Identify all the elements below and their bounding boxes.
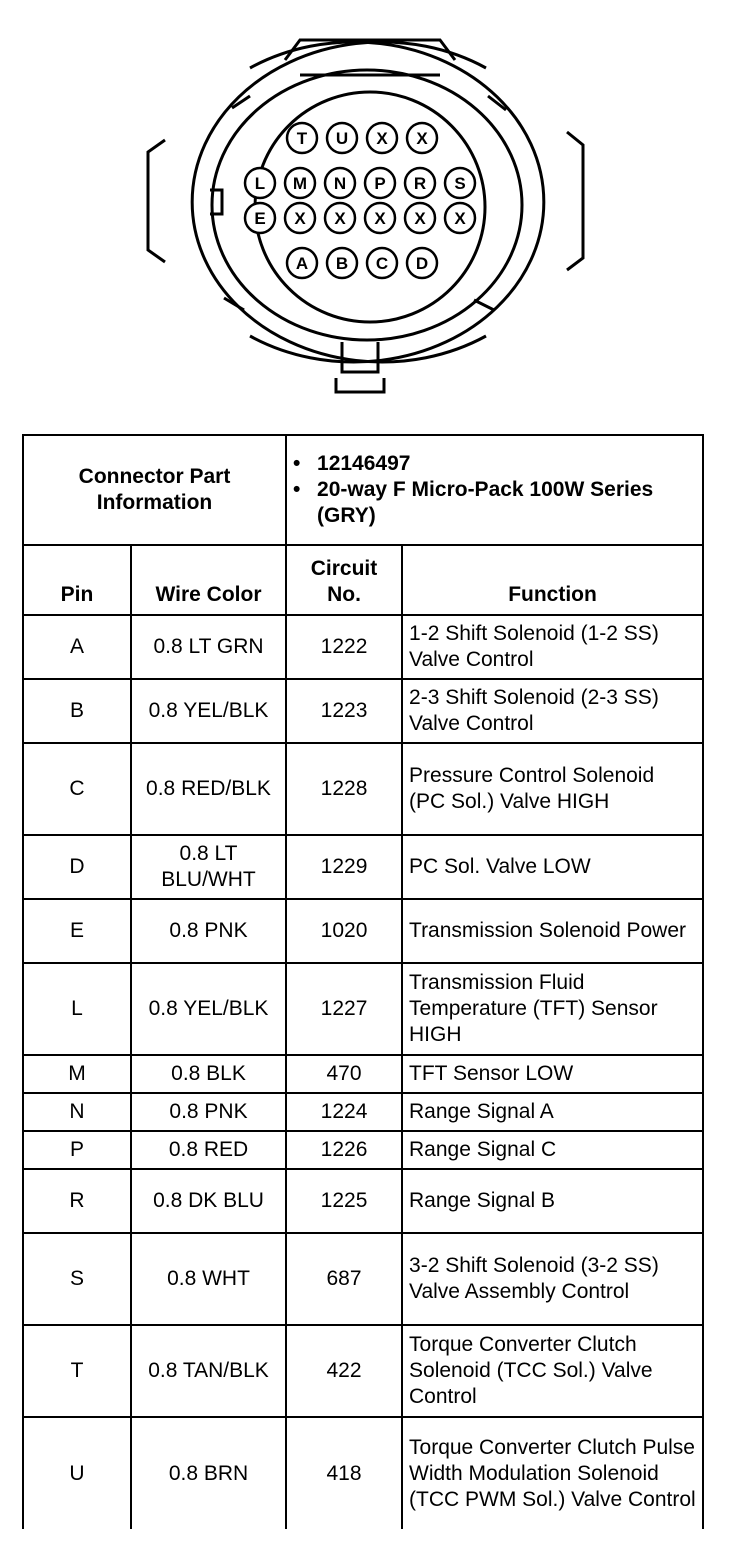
table-row xyxy=(23,615,703,679)
table-row xyxy=(23,1417,703,1529)
pin-cell: E xyxy=(23,899,131,963)
pin-cell: B xyxy=(23,679,131,743)
connector-pin xyxy=(365,203,395,233)
header-pin: Pin xyxy=(23,545,131,615)
function-cell: 1-2 Shift Solenoid (1-2 SS) Valve Control xyxy=(402,615,703,679)
function-cell: Range Signal A xyxy=(402,1093,703,1131)
connector-pin-table xyxy=(22,434,704,1529)
pin-cell: L xyxy=(23,963,131,1055)
table-row xyxy=(23,743,703,835)
connector-pin xyxy=(405,168,435,198)
pin-label: R xyxy=(413,174,427,193)
circuit-cell: 422 xyxy=(286,1325,402,1417)
pin-cell: U xyxy=(23,1417,131,1529)
connector-pin xyxy=(367,248,397,278)
circuit-cell: 1222 xyxy=(286,615,402,679)
pin-label: B xyxy=(335,254,349,273)
pin-cell: N xyxy=(23,1093,131,1131)
wire-color-cell: 0.8 PNK xyxy=(131,1093,286,1131)
circuit-cell: 1229 xyxy=(286,835,402,899)
wire-color-cell: 0.8 RED/BLK xyxy=(131,743,286,835)
pin-cell: M xyxy=(23,1055,131,1093)
circuit-cell: 1020 xyxy=(286,899,402,963)
wire-color-cell: 0.8 LT GRN xyxy=(131,615,286,679)
connector-pin xyxy=(245,203,275,233)
wire-color-cell: 0.8 TAN/BLK xyxy=(131,1325,286,1417)
connector-pin xyxy=(365,168,395,198)
table-row xyxy=(23,899,703,963)
pin-label: X xyxy=(334,209,346,228)
connector-description: • 20-way F Micro-Pack 100W Series (GRY) xyxy=(293,477,696,529)
header-wire-color: Wire Color xyxy=(131,545,286,615)
connector-right-latch xyxy=(567,132,583,270)
pin-label: S xyxy=(454,174,466,193)
pin-label: N xyxy=(333,174,347,193)
connector-pin xyxy=(285,168,315,198)
connector-pin xyxy=(445,168,475,198)
table-row xyxy=(23,963,703,1055)
wire-color-cell: 0.8 YEL/BLK xyxy=(131,963,286,1055)
connector-pin xyxy=(287,248,317,278)
wire-color-cell: 0.8 LT BLU/WHT xyxy=(131,835,286,899)
pin-label: X xyxy=(294,209,306,228)
table-row xyxy=(23,1093,703,1131)
circuit-cell: 1228 xyxy=(286,743,402,835)
connector-pin xyxy=(407,248,437,278)
connector-pin xyxy=(325,168,355,198)
table-row xyxy=(23,1131,703,1169)
function-cell: PC Sol. Valve LOW xyxy=(402,835,703,899)
function-cell: Transmission Fluid Temperature (TFT) Sensor HIGH xyxy=(402,963,703,1055)
function-cell: TFT Sensor LOW xyxy=(402,1055,703,1093)
table-row xyxy=(23,1055,703,1093)
circuit-cell: 418 xyxy=(286,1417,402,1529)
pin-label: E xyxy=(254,209,266,228)
connector-pin xyxy=(245,168,275,198)
function-cell: Torque Converter Clutch Pulse Width Modulation Solenoid (TCC PWM Sol.) Valve Control xyxy=(402,1417,703,1529)
table-header-row xyxy=(23,545,703,615)
connector-pin xyxy=(327,248,357,278)
function-cell: Pressure Control Solenoid (PC Sol.) Valve HIGH xyxy=(402,743,703,835)
circuit-cell: 1223 xyxy=(286,679,402,743)
circuit-cell: 687 xyxy=(286,1233,402,1325)
header-function: Function xyxy=(402,545,703,615)
wire-color-cell: 0.8 RED xyxy=(131,1131,286,1169)
pin-label: T xyxy=(296,129,308,148)
table-row xyxy=(23,679,703,743)
wire-color-cell: 0.8 DK BLU xyxy=(131,1169,286,1233)
part-number: • 12146497 xyxy=(293,451,696,477)
pin-cell: R xyxy=(23,1169,131,1233)
pin-cell: A xyxy=(23,615,131,679)
pin-label: X xyxy=(414,209,426,228)
pin-label: A xyxy=(295,254,309,273)
function-cell: Torque Converter Clutch Solenoid (TCC Sol.) Valve Control xyxy=(402,1325,703,1417)
pin-label: X xyxy=(416,129,428,148)
pin-cell: C xyxy=(23,743,131,835)
wire-color-cell: 0.8 WHT xyxy=(131,1233,286,1325)
function-cell: 2-3 Shift Solenoid (2-3 SS) Valve Control xyxy=(402,679,703,743)
table-row xyxy=(23,1169,703,1233)
wire-color-cell: 0.8 BLK xyxy=(131,1055,286,1093)
connector-info-values xyxy=(286,435,703,545)
function-cell: Range Signal C xyxy=(402,1131,703,1169)
pin-label: P xyxy=(374,174,386,193)
connector-pin xyxy=(445,203,475,233)
connector-face-diagram xyxy=(0,0,736,400)
circuit-cell: 1225 xyxy=(286,1169,402,1233)
connector-pin xyxy=(325,203,355,233)
pin-cell: S xyxy=(23,1233,131,1325)
pin-label: C xyxy=(375,254,389,273)
table-row xyxy=(23,1325,703,1417)
pin-cell: T xyxy=(23,1325,131,1417)
connector-bottom-tab xyxy=(342,342,378,372)
connector-pin xyxy=(285,203,315,233)
circuit-cell: 1224 xyxy=(286,1093,402,1131)
function-cell: Transmission Solenoid Power xyxy=(402,899,703,963)
pin-label: X xyxy=(454,209,466,228)
connector-pin xyxy=(327,123,357,153)
wire-color-cell: 0.8 BRN xyxy=(131,1417,286,1529)
pin-label: U xyxy=(335,129,349,148)
circuit-cell: 470 xyxy=(286,1055,402,1093)
pin-label: X xyxy=(374,209,386,228)
table-row xyxy=(23,835,703,899)
pin-label: M xyxy=(292,174,308,193)
connector-outer-shell xyxy=(250,42,544,362)
connector-left-latch xyxy=(148,140,165,262)
pin-cell: D xyxy=(23,835,131,899)
pin-label: L xyxy=(254,174,266,193)
wire-color-cell: 0.8 PNK xyxy=(131,899,286,963)
pin-label: D xyxy=(415,254,429,273)
connector-info-label: Connector Part Information xyxy=(23,435,286,545)
pin-cell: P xyxy=(23,1131,131,1169)
function-cell: Range Signal B xyxy=(402,1169,703,1233)
circuit-cell: 1227 xyxy=(286,963,402,1055)
pin-label: X xyxy=(376,129,388,148)
function-cell: 3-2 Shift Solenoid (3-2 SS) Valve Assembly Control xyxy=(402,1233,703,1325)
wire-color-cell: 0.8 YEL/BLK xyxy=(131,679,286,743)
header-circuit: Circuit No. xyxy=(286,545,402,615)
connector-pin xyxy=(407,123,437,153)
circuit-cell: 1226 xyxy=(286,1131,402,1169)
connector-pin xyxy=(367,123,397,153)
table-row xyxy=(23,1233,703,1325)
connector-pin xyxy=(287,123,317,153)
connector-pin xyxy=(405,203,435,233)
connector-info-row xyxy=(23,435,703,545)
